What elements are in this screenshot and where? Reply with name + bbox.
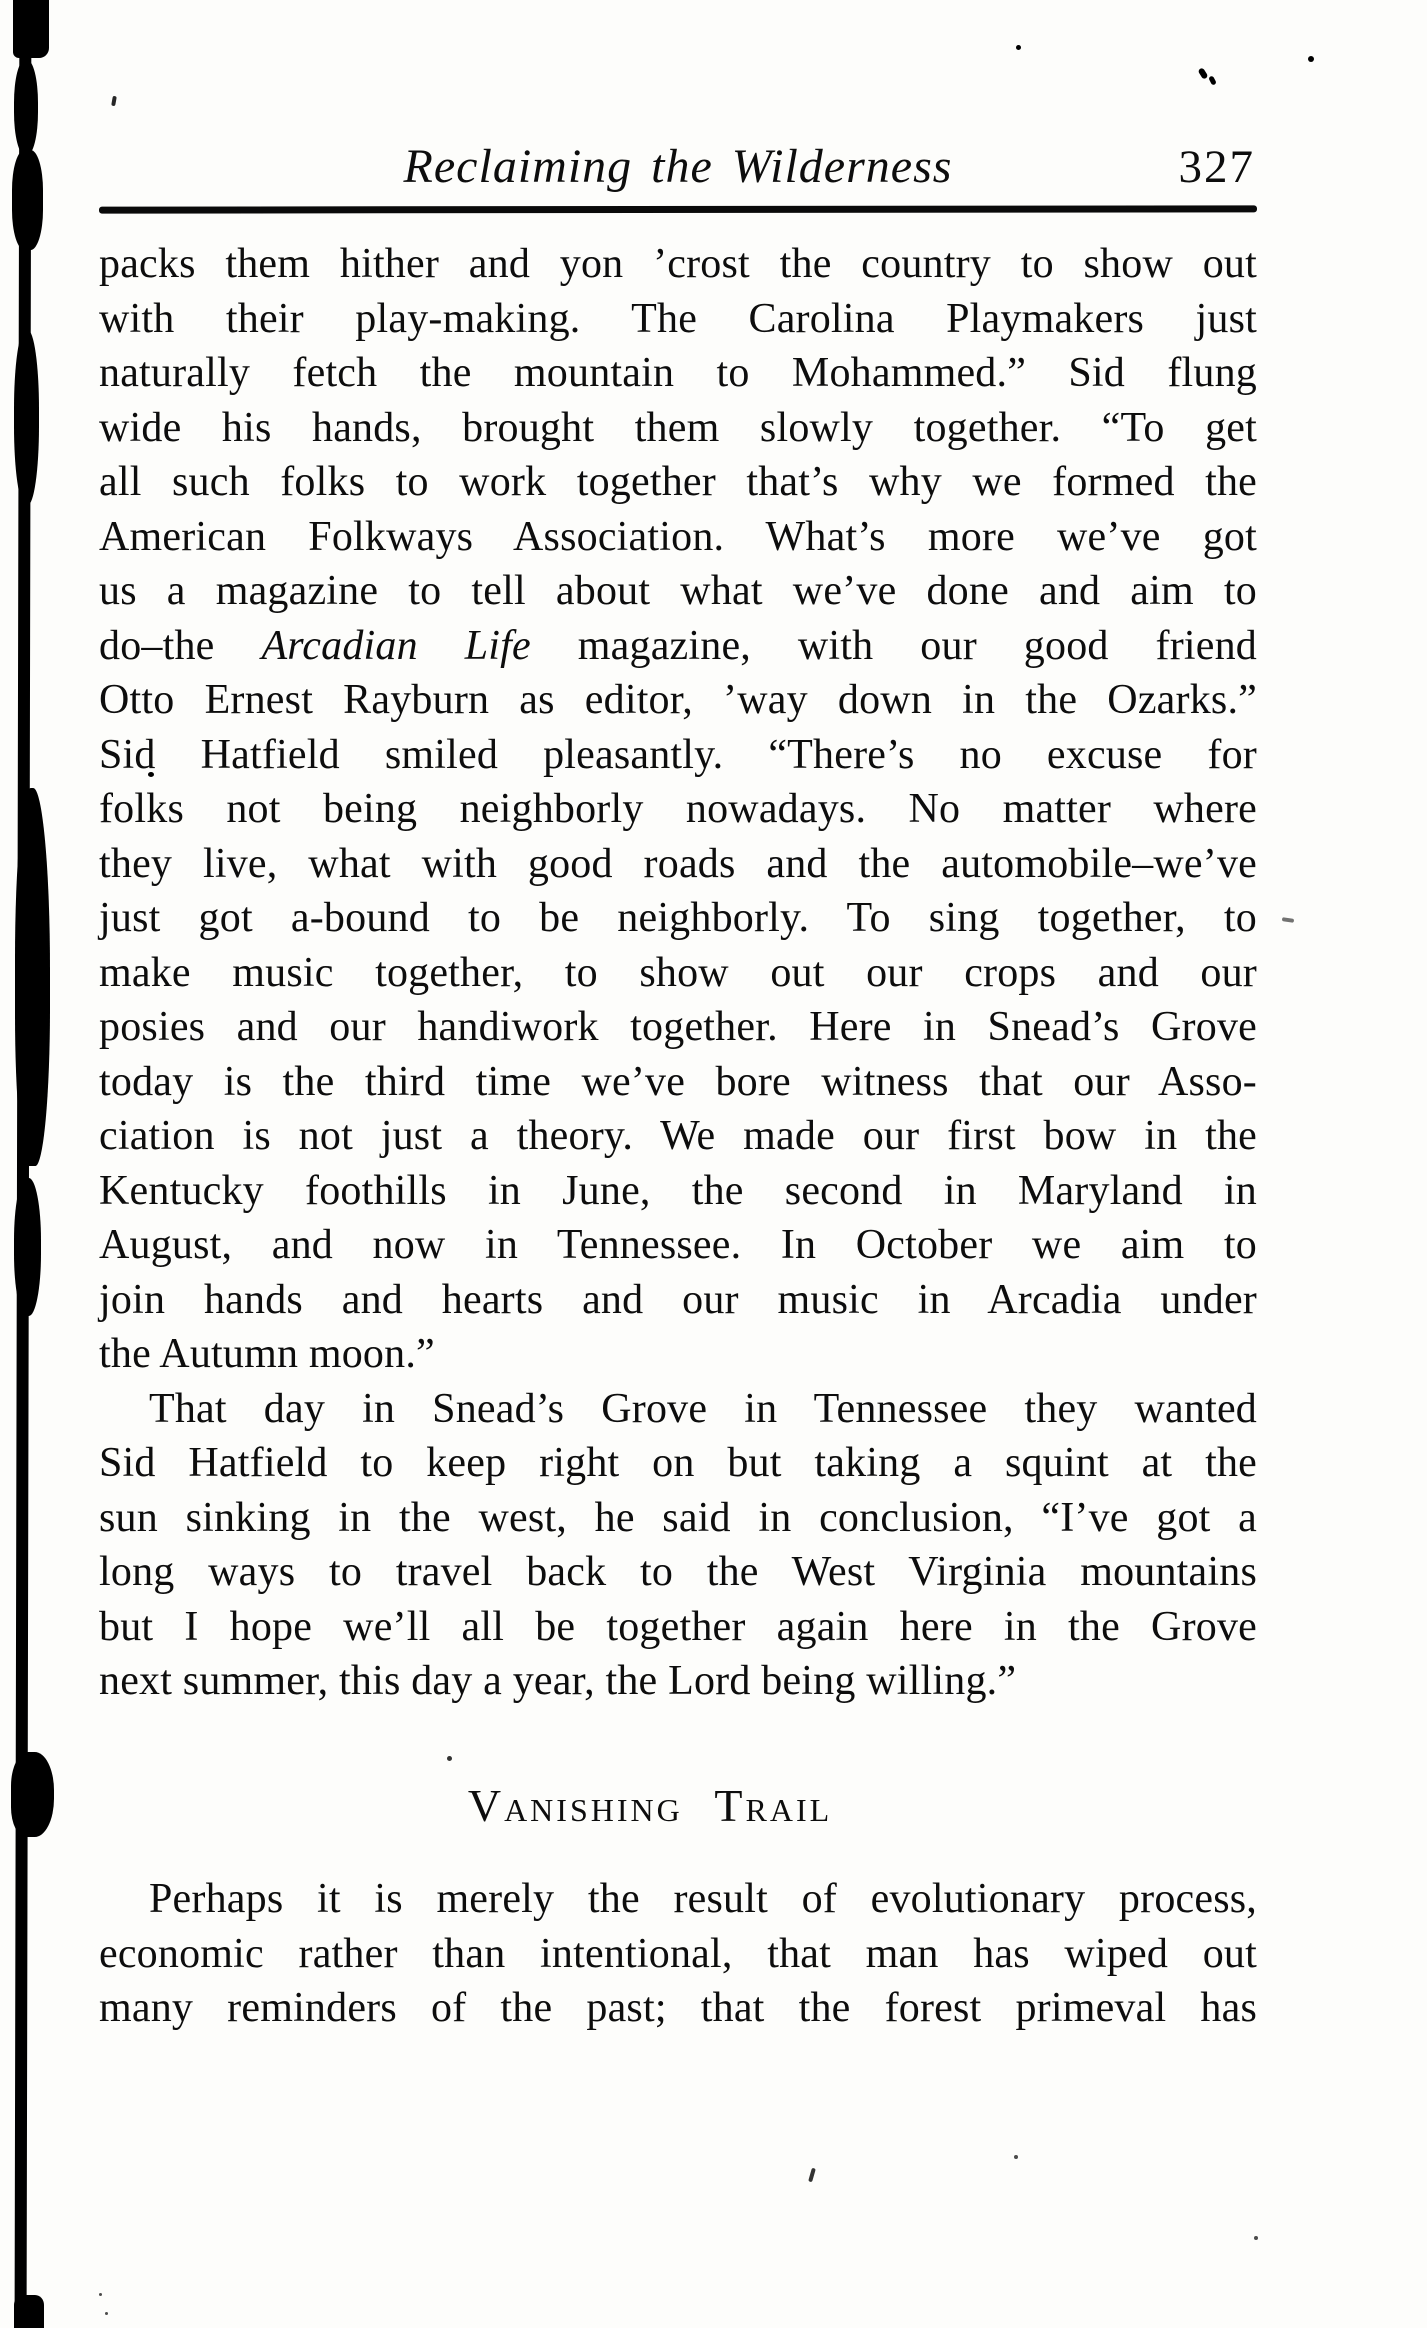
text-line: us a magazine to tell about what we’ve done and aim to <box>99 568 1257 614</box>
ink-speck <box>1198 67 1209 80</box>
text-line: naturally fetch the mountain to Mohammed.” Sid flung <box>99 350 1257 396</box>
text-line: Sid Hatfield smiled pleasantly. “There’s no excuse for <box>99 731 1257 778</box>
ink-speck <box>1282 917 1294 923</box>
text-line: ciation is not just a theory. We made our first bow in the <box>99 1113 1257 1159</box>
text-line: next summer, this day a year, the Lord being willing.” <box>99 1658 1017 1704</box>
text-line: Perhaps it is merely the result of evolutionary process, <box>149 1876 1257 1922</box>
text-line: just got a-bound to be neighborly. To sing together, to <box>99 895 1257 941</box>
gutter-blotch <box>13 0 49 58</box>
gutter-blotch <box>14 1178 41 1316</box>
text-line: sun sinking in the west, he said in conclusion, “I’ve got a <box>99 1494 1257 1541</box>
ink-speck <box>1208 75 1217 85</box>
gutter-blotch <box>14 60 38 155</box>
text-line: Sid Hatfield to keep right on but taking a squint at the <box>99 1440 1257 1486</box>
text-line: join hands and hearts and our music in Arcadia under <box>99 1276 1257 1323</box>
body-text <box>99 237 1257 1709</box>
ink-speck <box>111 96 117 107</box>
text-line: but I hope we’ll all be together again here in the Grove <box>99 1603 1257 1650</box>
text-line: do–the Arcadian Life magazine, with our good friend <box>99 622 1257 669</box>
paragraph <box>99 1382 1257 1709</box>
ink-speck <box>99 2293 102 2296</box>
ink-speck <box>1014 2155 1018 2159</box>
ink-speck <box>1308 56 1314 62</box>
text-line: folks not being neighborly nowadays. No matter where <box>99 786 1257 832</box>
gutter-blotch <box>15 788 50 1166</box>
page-title: Reclaiming the Wilderness <box>403 140 953 193</box>
text-line: many reminders of the past; that the forest primeval has <box>99 1985 1257 2031</box>
gutter-blotch <box>14 2295 44 2328</box>
ink-speck <box>1254 2236 1258 2240</box>
text-line: the Autumn moon.” <box>99 1331 435 1377</box>
text-line: August, and now in Tennessee. In October we aim to <box>99 1222 1257 1268</box>
text-line: all such folks to work together that’s why we formed the <box>99 459 1257 505</box>
ink-speck <box>808 2168 816 2183</box>
text-line: posies and our handiwork together. Here in Snead’s Grove <box>99 1004 1257 1050</box>
gutter-blotch <box>12 150 43 250</box>
text-line: they live, what with good roads and the automobile–we’ve <box>99 840 1257 887</box>
text-line: make music together, to show out our crops and our <box>99 949 1257 996</box>
text-line: today is the third time we’ve bore witness that our Asso- <box>99 1058 1257 1105</box>
text-line: American Folkways Association. What’s more we’ve got <box>99 513 1257 560</box>
text-line: That day in Snead’s Grove in Tennessee they wanted <box>149 1385 1257 1432</box>
ink-speck <box>105 2312 108 2315</box>
ink-speck <box>447 1756 452 1761</box>
paragraph <box>99 1872 1257 2036</box>
text-line: economic rather than intentional, that man has wiped out <box>99 1930 1257 1977</box>
section-heading: Vanishing Trail <box>467 1780 833 1831</box>
header-rule <box>99 205 1257 213</box>
text-line: wide his hands, brought them slowly together. “To get <box>99 404 1257 451</box>
text-line: long ways to travel back to the West Virginia mountains <box>99 1549 1257 1595</box>
running-header <box>99 141 1257 201</box>
body-text <box>99 1872 1257 2036</box>
ink-speck <box>1016 45 1021 50</box>
italic-text: Arcadian Life <box>261 622 531 669</box>
gutter-blotch <box>14 330 39 505</box>
paragraph <box>99 237 1257 1382</box>
text-line: with their play-making. The Carolina Playmakers just <box>99 295 1257 342</box>
text-line: Kentucky foothills in June, the second in Maryland in <box>99 1167 1257 1214</box>
page-number: 327 <box>1178 141 1255 193</box>
text-line: packs them hither and yon ’crost the country to show out <box>99 241 1257 287</box>
text-line: Otto Ernest Rayburn as editor, ’way down in the Ozarks.” <box>99 677 1257 723</box>
gutter-blotch <box>11 1752 54 1837</box>
